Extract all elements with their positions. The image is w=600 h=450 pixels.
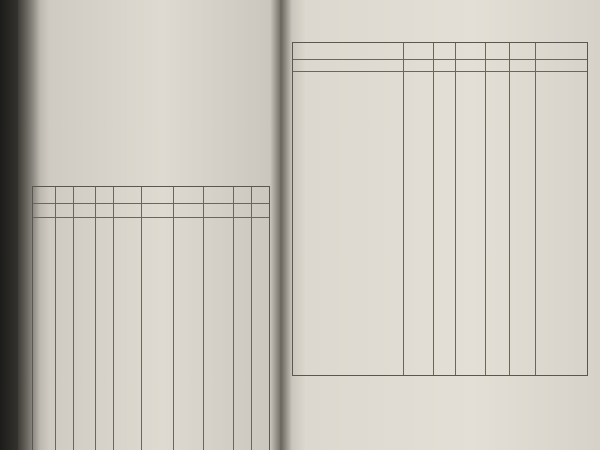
right-page (280, 0, 600, 450)
asset-table (32, 186, 270, 450)
facilities-table (292, 42, 588, 376)
left-page (18, 0, 280, 450)
book-gutter (270, 0, 292, 450)
